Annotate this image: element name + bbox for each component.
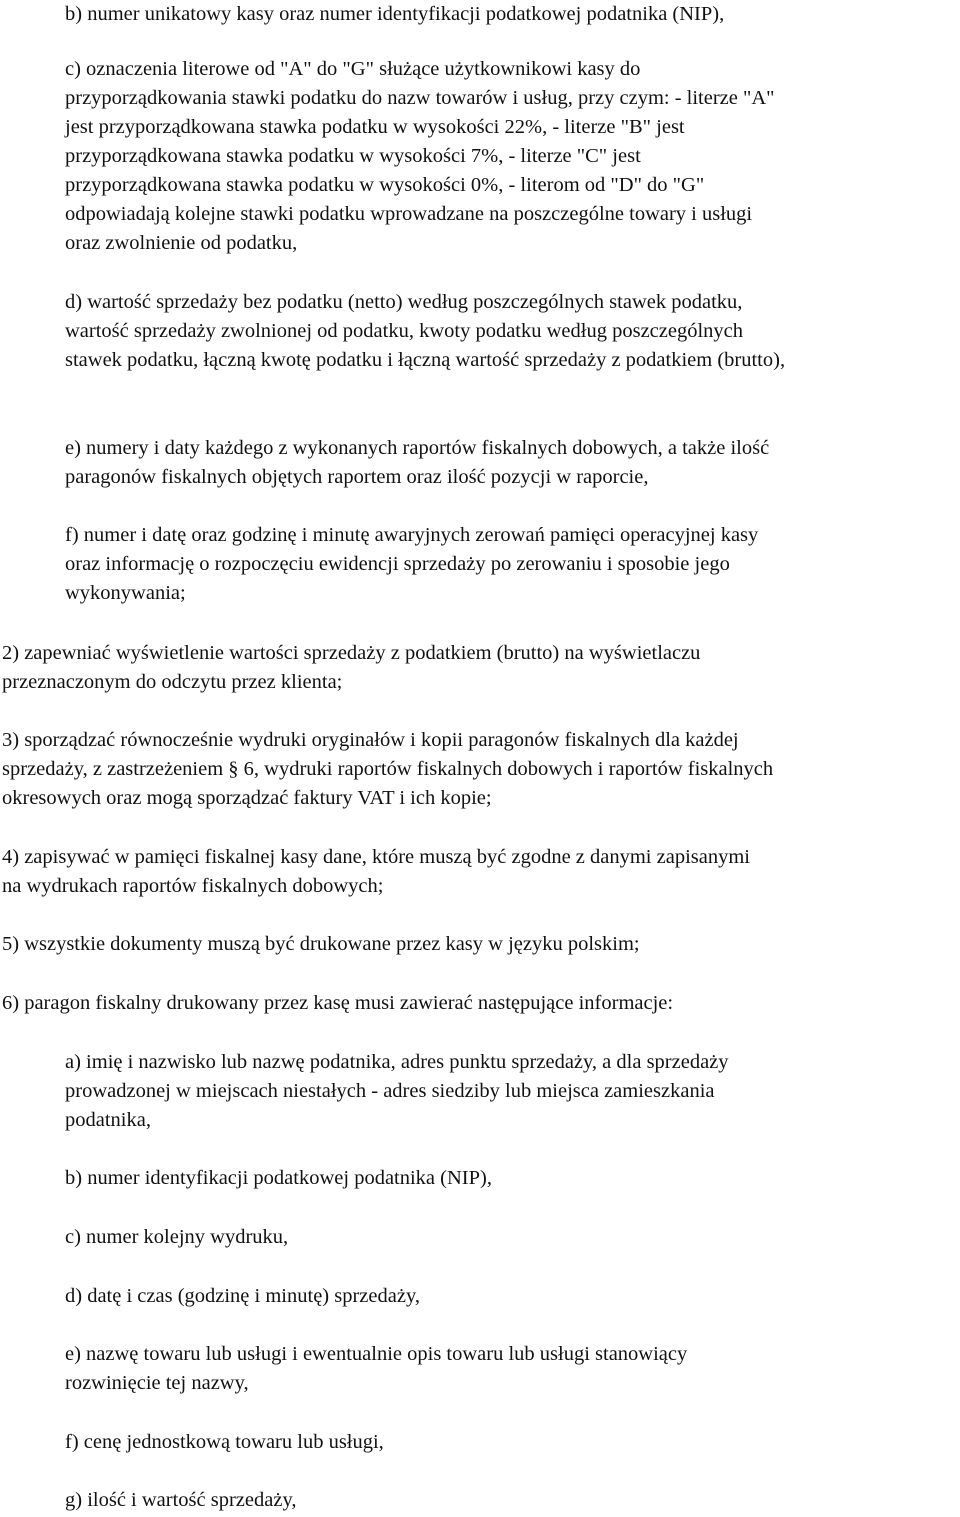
paragraph-point-2-display <box>2 639 700 697</box>
text-line: oraz informację o rozpoczęciu ewidencji sprzedaży po zerowaniu i sposobie jego <box>65 553 730 575</box>
text-line: przyporządkowana stawka podatku w wysokości 7%, - literze "C" jest <box>65 145 641 167</box>
text-line: e) nazwę towaru lub usługi i ewentualnie opis towaru lub usługi stanowiący <box>65 1343 688 1365</box>
paragraph-sub-f-unit-price <box>65 1428 384 1457</box>
paragraph-point-6-receipt <box>2 989 673 1018</box>
paragraph-sub-c-number <box>65 1223 288 1252</box>
paragraph-sub-b-nip <box>65 1164 492 1193</box>
text-line: podatnika, <box>65 1109 151 1131</box>
text-line: 5) wszystkie dokumenty muszą być drukowane przez kasy w języku polskim; <box>2 933 640 955</box>
paragraph-item-c-letters <box>65 55 775 258</box>
paragraph-sub-g-quantity <box>65 1486 297 1515</box>
text-line: odpowiadają kolejne stawki podatku wprowadzane na poszczególne towary i usługi <box>65 203 753 225</box>
text-line: sprzedaży, z zastrzeżeniem § 6, wydruki raportów fiskalnych dobowych i raportów fiskalnych <box>2 758 774 780</box>
text-line: przeznaczonym do odczytu przez klienta; <box>2 671 343 693</box>
paragraph-item-b-nip <box>65 0 724 29</box>
text-line: b) numer identyfikacji podatkowej podatnika (NIP), <box>65 1167 492 1189</box>
text-line: b) numer unikatowy kasy oraz numer identyfikacji podatkowej podatnika (NIP), <box>65 3 725 25</box>
text-line: a) imię i nazwisko lub nazwę podatnika, adres punktu sprzedaży, a dla sprzedaży <box>65 1051 729 1073</box>
text-line: 4) zapisywać w pamięci fiskalnej kasy dane, które muszą być zgodne z danymi zapisanymi <box>2 846 750 868</box>
text-line: e) numery i daty każdego z wykonanych raportów fiskalnych dobowych, a także ilość <box>65 437 770 459</box>
text-line: g) ilość i wartość sprzedaży, <box>65 1489 297 1511</box>
text-line: okresowych oraz mogą sporządzać faktury VAT i ich kopie; <box>2 787 492 809</box>
text-line: d) datę i czas (godzinę i minutę) sprzedaży, <box>65 1285 420 1307</box>
text-line: rozwinięcie tej nazwy, <box>65 1372 249 1394</box>
paragraph-point-5-language <box>2 930 640 959</box>
text-line: prowadzonej w miejscach niestałych - adres siedziby lub miejsca zamieszkania <box>65 1080 715 1102</box>
paragraph-item-f-reset <box>65 521 758 608</box>
text-line: 3) sporządzać równocześnie wydruki oryginałów i kopii paragonów fiskalnych dla każdej <box>2 729 739 751</box>
paragraph-item-e-report-numbers <box>65 434 769 492</box>
paragraph-point-3-printouts <box>2 726 773 813</box>
text-line: paragonów fiskalnych objętych raportem oraz ilość pozycji w raporcie, <box>65 466 649 488</box>
text-line: 2) zapewniać wyświetlenie wartości sprzedaży z podatkiem (brutto) na wyświetlaczu <box>2 642 701 664</box>
paragraph-sub-a-name <box>65 1048 729 1135</box>
text-line: stawek podatku, łączną kwotę podatku i łączną wartość sprzedaży z podatkiem (brutto), <box>65 349 786 371</box>
text-line: jest przyporządkowana stawka podatku w wysokości 22%, - literze "B" jest <box>65 116 685 138</box>
text-line: przyporządkowania stawki podatku do nazw towarów i usług, przy czym: - literze "A" <box>65 87 775 109</box>
text-line: f) numer i datę oraz godzinę i minutę awaryjnych zerowań pamięci operacyjnej kasy <box>65 524 759 546</box>
text-line: na wydrukach raportów fiskalnych dobowych; <box>2 875 384 897</box>
text-line: c) oznaczenia literowe od "A" do "G" służące użytkownikowi kasy do <box>65 58 641 80</box>
paragraph-sub-d-date <box>65 1282 420 1311</box>
text-line: przyporządkowana stawka podatku w wysokości 0%, - literom od "D" do "G" <box>65 174 705 196</box>
text-line: c) numer kolejny wydruku, <box>65 1226 289 1248</box>
text-line: d) wartość sprzedaży bez podatku (netto) według poszczególnych stawek podatku, <box>65 291 743 313</box>
text-line: wartość sprzedaży zwolnionej od podatku, kwoty podatku według poszczególnych <box>65 320 744 342</box>
paragraph-sub-e-item-name <box>65 1340 687 1398</box>
text-line: wykonywania; <box>65 582 186 604</box>
text-line: f) cenę jednostkową towaru lub usługi, <box>65 1431 384 1453</box>
text-line: 6) paragon fiskalny drukowany przez kasę musi zawierać następujące informacje: <box>2 992 674 1014</box>
paragraph-item-d-sales-value <box>65 288 785 375</box>
text-line: oraz zwolnienie od podatku, <box>65 232 298 254</box>
paragraph-point-4-memory <box>2 843 750 901</box>
